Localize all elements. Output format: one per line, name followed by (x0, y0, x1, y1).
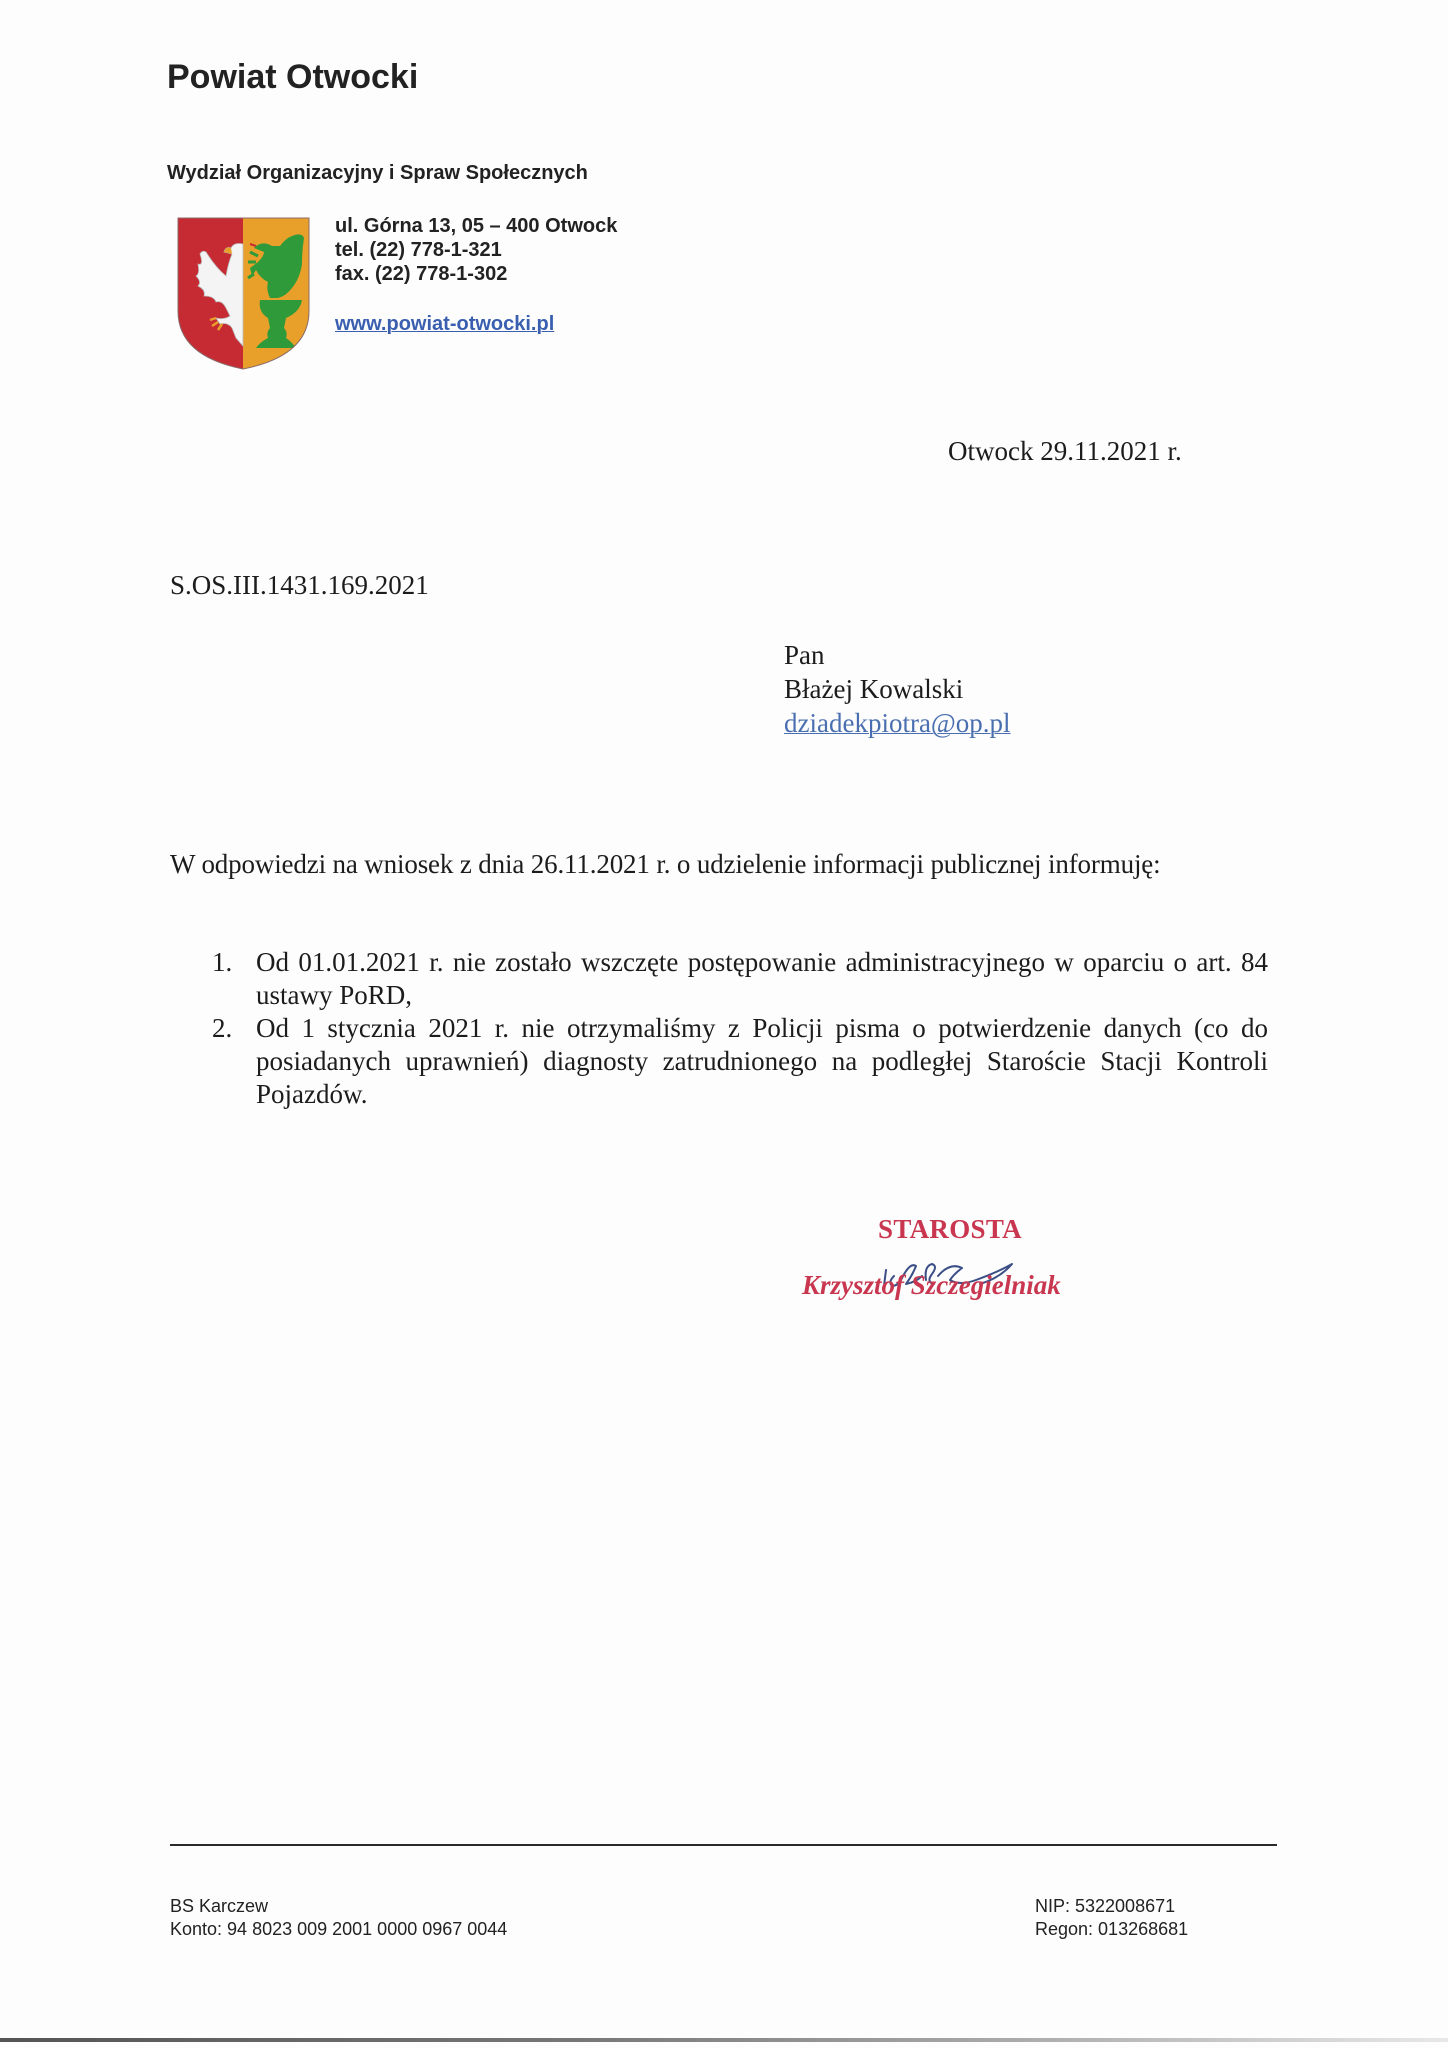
signatory-title-stamp: STAROSTA (878, 1214, 1022, 1244)
footer-divider (170, 1844, 1277, 1846)
list-item-text: Od 01.01.2021 r. nie zostało wszczęte postępowanie administracyjnego w oparciu o art. 84 ustawy PoRD, (256, 947, 1268, 1010)
recipient-email-link[interactable]: dziadekpiotra@op.pl (784, 708, 1011, 738)
list-item-text: Od 1 stycznia 2021 r. nie otrzymaliśmy z Policji pisma o potwierdzenie danych (co do posiadanych uprawnień) diagnosty zatrudnionego na podległej Staroście Stacji Kontroli Pojazdów. (256, 1013, 1268, 1109)
address-fax: fax. (22) 778-1-302 (335, 263, 508, 285)
department-name: Wydział Organizacyjny i Spraw Społecznych (167, 162, 588, 184)
footer-bank: BS Karczew (170, 1896, 269, 1916)
address-phone: tel. (22) 778-1-321 (335, 239, 502, 261)
response-list (206, 946, 1268, 1111)
coat-of-arms-icon (176, 216, 311, 371)
intro-paragraph: W odpowiedzi na wniosek z dnia 26.11.2021 r. o udzielenie informacji publicznej informuję: (170, 849, 1161, 879)
address-street: ul. Górna 13, 05 – 400 Otwock (335, 215, 618, 237)
list-item (206, 1012, 1268, 1111)
footer-account: Konto: 94 8023 009 2001 0000 0967 0044 (170, 1919, 508, 1939)
footer-nip: NIP: 5322008671 (1035, 1896, 1176, 1916)
footer-regon: Regon: 013268681 (1035, 1919, 1189, 1939)
list-item (206, 946, 1268, 1012)
list-item-number: 2. (212, 1013, 233, 1043)
recipient-title: Pan (784, 640, 825, 670)
recipient-name: Błażej Kowalski (784, 674, 964, 704)
organization-title: Powiat Otwocki (167, 58, 419, 96)
reference-number: S.OS.III.1431.169.2021 (170, 570, 429, 600)
signatory-name-stamp: Krzysztof Szczegielniak (802, 1270, 1061, 1300)
list-item-number: 1. (212, 947, 233, 977)
website-link[interactable]: www.powiat-otwocki.pl (335, 313, 555, 335)
scan-edge-shadow (0, 2038, 1448, 2042)
place-and-date: Otwock 29.11.2021 r. (948, 436, 1182, 466)
